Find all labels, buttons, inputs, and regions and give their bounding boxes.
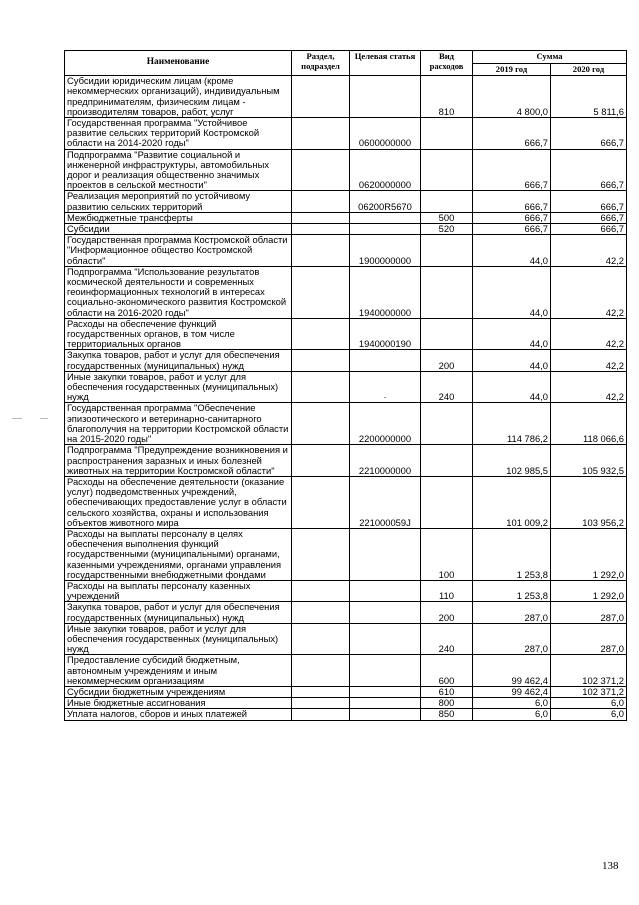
cell-kind: 520 [421,224,473,235]
cell-y2019: 114 786,2 [473,403,551,445]
cell-name: Иные закупки товаров, работ и услуг для обеспечения государственных (муниципальных) нужд [65,623,292,655]
cell-y2020: 42,2 [551,318,627,350]
cell-kind [421,235,473,267]
table-row [65,76,627,118]
cell-y2020: 102 371,2 [551,686,627,697]
cell-kind [421,266,473,318]
cell-section [292,212,350,223]
cell-target [350,350,421,371]
cell-section [292,686,350,697]
cell-kind [421,403,473,445]
table-row [65,445,627,477]
cell-section [292,350,350,371]
cell-target [350,76,421,118]
cell-y2019: 44,0 [473,235,551,267]
cell-kind: 200 [421,350,473,371]
cell-section [292,528,350,580]
cell-kind: 610 [421,686,473,697]
cell-y2020: 666,7 [551,212,627,223]
cell-y2019: 666,7 [473,212,551,223]
cell-target [350,623,421,655]
header-name: Наименование [65,51,292,76]
cell-y2019: 44,0 [473,318,551,350]
table-row [65,698,627,709]
table-row [65,602,627,623]
cell-name: Расходы на обеспечение функций государственных органов, в том числе территориальных органов [65,318,292,350]
table-row [65,318,627,350]
cell-y2020: 102 371,2 [551,655,627,687]
cell-name: Субсидии [65,224,292,235]
cell-y2020: 6,0 [551,698,627,709]
cell-name: Предоставление субсидий бюджетным, автономным учреждениям и иным некоммерческим организациям [65,655,292,687]
header-sum: Сумма [473,51,627,64]
cell-section [292,476,350,528]
cell-y2020: 666,7 [551,191,627,212]
cell-y2019: 44,0 [473,350,551,371]
cell-y2020: 103 956,2 [551,476,627,528]
cell-y2020: 1 292,0 [551,580,627,601]
cell-name: Подпрограмма "Использование результатов космической деятельности и современных геоинформационных технологий в интересах социально-экономического развития Костромской области на 2016-2020 годы" [65,266,292,318]
cell-y2020: 42,2 [551,266,627,318]
page-number: 138 [602,860,619,872]
cell-y2020: 42,2 [551,371,627,403]
cell-y2020: 42,2 [551,350,627,371]
table-row [65,580,627,601]
cell-kind [421,318,473,350]
cell-y2020: 118 066,6 [551,403,627,445]
table-row [65,528,627,580]
cell-section [292,235,350,267]
cell-name: Государственная программа "Устойчивое развитие сельских территорий Костромской области на 2014-2020 годы" [65,118,292,150]
table-row [65,371,627,403]
cell-section [292,580,350,601]
cell-y2020: 287,0 [551,623,627,655]
cell-y2019: 102 985,5 [473,445,551,477]
cell-section [292,371,350,403]
cell-name: Расходы на выплаты персоналу казенных учреждений [65,580,292,601]
cell-name: Уплата налогов, сборов и иных платежей [65,709,292,720]
table-row [65,235,627,267]
cell-kind: 800 [421,698,473,709]
cell-section [292,118,350,150]
table-row [65,709,627,720]
cell-name: Иные закупки товаров, работ и услуг для обеспечения государственных (муниципальных) нужд [65,371,292,403]
cell-target [350,602,421,623]
cell-y2020: 666,7 [551,149,627,191]
cell-target: 1940000000 [350,266,421,318]
table-row [65,191,627,212]
table-row [65,623,627,655]
table-row [65,266,627,318]
cell-y2019: 666,7 [473,118,551,150]
cell-kind: 100 [421,528,473,580]
cell-name: Закупка товаров, работ и услуг для обеспечения государственных (муниципальных) нужд [65,602,292,623]
cell-kind [421,191,473,212]
cell-section [292,191,350,212]
cell-y2020: 666,7 [551,118,627,150]
cell-kind: 500 [421,212,473,223]
cell-y2020: 1 292,0 [551,528,627,580]
cell-target: 221000059J [350,476,421,528]
cell-name: Подпрограмма "Предупреждение возникновения и распространения заразных и иных болезней животных на территории Костромской области" [65,445,292,477]
cell-target: 2200000000 [350,403,421,445]
table-row [65,149,627,191]
cell-y2020: 287,0 [551,602,627,623]
budget-table [64,50,627,721]
header-kind: Вид расходов [421,51,473,76]
cell-y2019: 99 462,4 [473,686,551,697]
table-row [65,403,627,445]
cell-section [292,445,350,477]
cell-y2019: 44,0 [473,266,551,318]
cell-section [292,403,350,445]
table-body [65,76,627,720]
cell-section [292,623,350,655]
cell-name: Расходы на выплаты персоналу в целях обеспечения выполнения функций государственными (муниципальными) органами, казенными учреждениями, органами управления государственными внебюджетными фондами [65,528,292,580]
cell-name: Расходы на обеспечение деятельности (оказание услуг) подведомственных учреждений, обеспечивающих предоставление услуг в области сельского хозяйства, охраны и использования объектов животного мира [65,476,292,528]
table-row [65,224,627,235]
cell-target [350,686,421,697]
cell-target: 0600000000 [350,118,421,150]
table-row [65,118,627,150]
header-section: Раздел, подраздел [292,51,350,76]
cell-y2019: 287,0 [473,602,551,623]
cell-target: 0620000000 [350,149,421,191]
table-row [65,686,627,697]
cell-target [350,212,421,223]
cell-section [292,224,350,235]
cell-y2019: 666,7 [473,149,551,191]
cell-kind: 600 [421,655,473,687]
cell-section [292,76,350,118]
cell-target [350,224,421,235]
cell-target: · [350,371,421,403]
cell-section [292,266,350,318]
cell-y2020: 42,2 [551,235,627,267]
cell-section [292,698,350,709]
table-row [65,212,627,223]
cell-target: 1940000190 [350,318,421,350]
cell-y2019: 6,0 [473,698,551,709]
cell-y2019: 1 253,8 [473,528,551,580]
cell-kind [421,149,473,191]
cell-section [292,149,350,191]
cell-target [350,698,421,709]
cell-section [292,318,350,350]
cell-y2020: 105 932,5 [551,445,627,477]
cell-y2020: 6,0 [551,709,627,720]
cell-y2019: 287,0 [473,623,551,655]
scan-mark [12,418,22,419]
table-row [65,655,627,687]
cell-kind: 110 [421,580,473,601]
cell-kind [421,118,473,150]
header-target: Целевая статья [350,51,421,76]
cell-y2019: 1 253,8 [473,580,551,601]
cell-name: Подпрограмма "Развитие социальной и инженерной инфраструктуры, автомобильных дорог и реализация общественно значимых проектов в сельской местности" [65,149,292,191]
cell-kind: 850 [421,709,473,720]
table-row [65,476,627,528]
header-2019: 2019 год [473,63,551,76]
cell-kind [421,476,473,528]
table-header [65,51,627,76]
cell-section [292,709,350,720]
cell-target: 1900000000 [350,235,421,267]
cell-kind: 240 [421,623,473,655]
cell-kind [421,445,473,477]
cell-y2020: 666,7 [551,224,627,235]
cell-y2020: 5 811,6 [551,76,627,118]
cell-y2019: 99 462,4 [473,655,551,687]
cell-kind: 810 [421,76,473,118]
cell-name: Субсидии юридическим лицам (кроме некоммерческих организаций), индивидуальным предпринимателям, физическим лицам - производителям товаров, работ, услуг [65,76,292,118]
cell-name: Государственная программа "Обеспечение эпизоотического и ветеринарно-санитарного благополучия на территории Костромской области на 2015-2020 годы" [65,403,292,445]
cell-name: Реализация мероприятий по устойчивому развитию сельских территорий [65,191,292,212]
cell-section [292,655,350,687]
cell-y2019: 44,0 [473,371,551,403]
cell-name: Иные бюджетные ассигнования [65,698,292,709]
cell-name: Субсидии бюджетным учреждениям [65,686,292,697]
cell-target [350,580,421,601]
cell-y2019: 666,7 [473,224,551,235]
cell-y2019: 101 009,2 [473,476,551,528]
cell-target: 06200R5670 [350,191,421,212]
table-row [65,350,627,371]
cell-kind: 200 [421,602,473,623]
header-2020: 2020 год [551,63,627,76]
cell-target [350,709,421,720]
cell-y2019: 666,7 [473,191,551,212]
cell-section [292,602,350,623]
cell-target [350,655,421,687]
cell-y2019: 6,0 [473,709,551,720]
cell-target: 2210000000 [350,445,421,477]
cell-name: Государственная программа Костромской области "Информационное общество Костромской области" [65,235,292,267]
cell-target [350,528,421,580]
cell-y2019: 4 800,0 [473,76,551,118]
cell-name: Межбюджетные трансферты [65,212,292,223]
scan-mark [40,418,48,419]
cell-name: Закупка товаров, работ и услуг для обеспечения государственных (муниципальных) нужд [65,350,292,371]
cell-kind: 240 [421,371,473,403]
